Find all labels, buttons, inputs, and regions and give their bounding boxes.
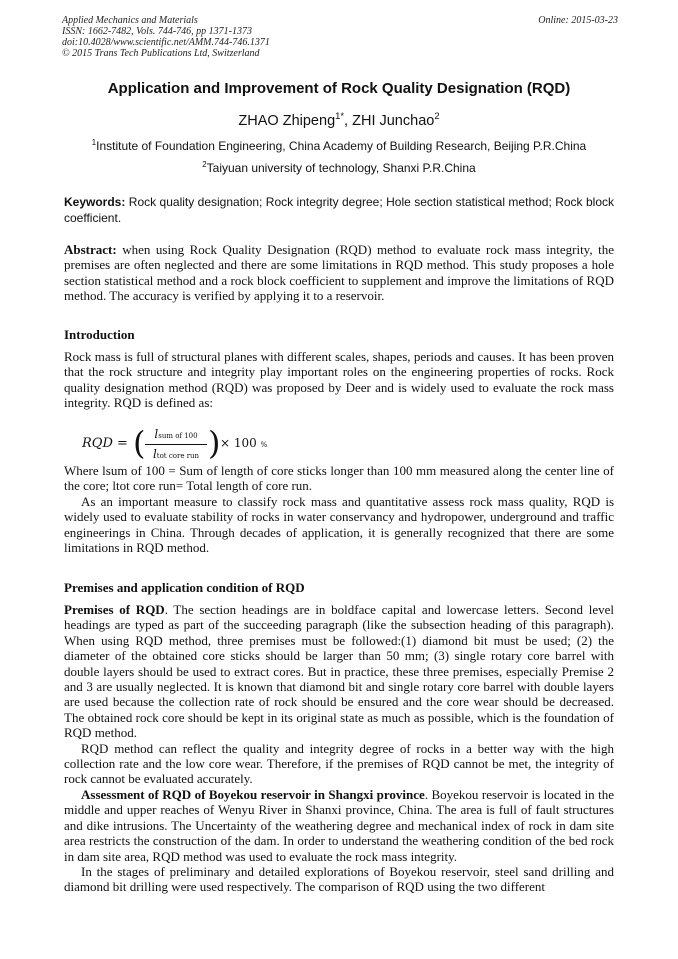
journal-name: Applied Mechanics and Materials — [62, 15, 198, 26]
affiliation-mark: 1 — [91, 138, 97, 147]
running-header — [62, 15, 618, 59]
paragraph — [64, 602, 614, 741]
numerator-sub: sum of 100 — [158, 432, 198, 440]
denominator-sub: tot core run — [156, 452, 200, 460]
percent-sign: % — [260, 441, 268, 449]
paragraph-text: . Boyekou reservoir is located in the middle and upper reaches of Wenyu River in Shanxi province, China. The area is full of fault structures and dike intrusions. The Uncertainty of the weathering degree and mechanical index of rock in dam site area restricts the construction of the dam. In order to understand the weathering condition of the bed rock in dam site area, RQD method was used to evaluate the rock mass integrity. — [64, 786, 614, 864]
affiliation-2 — [0, 161, 678, 175]
rhs-multiplier: × 100 — [220, 436, 257, 450]
doi-line: doi:10.4028/www.scientific.net/AMM.744-746.1371 — [62, 37, 270, 48]
section-heading: Premises and application condition of RQD — [64, 580, 305, 595]
abstract — [64, 242, 614, 304]
denominator-var: l — [152, 447, 157, 461]
author-list — [0, 110, 678, 129]
left-paren: ( — [133, 424, 146, 462]
equation-lhs: RQD = — [82, 436, 128, 451]
affiliation-mark: 2 — [202, 160, 207, 169]
affiliation-1 — [0, 139, 678, 153]
affiliation-text: Institute of Foundation Engineering, China Academy of Building Research, Beijing P.R.China — [96, 139, 587, 153]
fraction-bar — [145, 444, 207, 445]
intro-paragraph-1 — [64, 349, 614, 411]
premises-heading-wrap — [64, 580, 614, 596]
keywords-label: Keywords: — [64, 195, 126, 209]
issn-line: ISSN: 1662-7482, Vols. 744-746, pp 1371-1373 — [62, 26, 252, 37]
author-name: ZHAO Zhipeng — [238, 113, 336, 129]
keywords — [64, 194, 614, 226]
paragraph-text: . The section headings are in boldface capital and lowercase letters. Second level headings are typed as part of the succeeding paragraph (like the subsection heading of this paragraph). When using RQD method, three premises must be followed:(1) diamond bit must be used; (2) the diameter of the obtained core sticks should be larger than 50 mm; (3) single rotary core barrel with double layers should be used to extract cores. But in practice, these three premises, especially Premise 2 and 3 are usually neglected. It is known that diamond bit and single rotary core barrel with double layers are used because the collection rate of rock should be ensured and the core wear should be decreased. The obtained rock core should be kept in its original state as much as possible, which is the foundation of RQD method. — [64, 602, 614, 741]
paragraph: RQD method can reflect the quality and integrity degree of rocks in a better way with the high collection rate and the low core wear. Therefore, if the premises of RQD cannot be met, the integrity of rock cannot be evaluated accurately. — [64, 740, 614, 787]
paragraph: In the stages of preliminary and detailed explorations of Boyekou reservoir, steel sand drilling and diamond bit drilling were used respectively. The comparison of RQD using the two different — [64, 863, 614, 895]
intro-paragraph-2 — [64, 463, 614, 555]
paragraph: As an important measure to classify rock mass and quantitative assess rock mass quality, RQD is widely used to evaluate stability of rocks in water conservancy and hydropower, underground and traffic engineerings in China. Through decades of application, it is generally recognized that there are some limitations in RQD method. — [64, 493, 614, 556]
fraction-numerator — [145, 427, 207, 441]
numerator-var: l — [154, 427, 159, 441]
paragraph: Rock mass is full of structural planes with different scales, shapes, periods and causes. It has been proven that the rock structure and integrity play important roles on the engineering properties of rocks. Rock quality designation method (RQD) was proposed by Deer and is widely used to evaluate the rock mass integrity. RQD is defined as: — [64, 349, 614, 411]
section-heading: Introduction — [64, 327, 135, 342]
online-date: Online: 2015-03-23 — [538, 15, 618, 26]
abstract-text: when using Rock Quality Designation (RQD) method to evaluate rock mass integrity, the premises are often neglected and there are some limitations in RQD method. This study proposes a hole section statistical method and a rock block coefficient to supplement and improve the limitations of RQD method. The accuracy is verified by applying it to a reservoir. — [64, 242, 614, 304]
affiliation-text: Taiyuan university of technology, Shanxi P.R.China — [206, 161, 476, 175]
keywords-text: Rock quality designation; Rock integrity degree; Hole section statistical method; Rock block coefficient. — [64, 195, 614, 225]
paper-title: Application and Improvement of Rock Quality Designation (RQD) — [107, 80, 571, 97]
right-paren: ) — [208, 424, 221, 462]
author-separator: , — [344, 113, 353, 129]
premises-body — [64, 602, 614, 895]
fraction-denominator — [145, 447, 207, 461]
copyright-line: © 2015 Trans Tech Publications Ltd, Switzerland — [62, 48, 260, 59]
abstract-label: Abstract: — [64, 242, 117, 257]
paragraph: Where lsum of 100 = Sum of length of core sticks longer than 100 mm measured along the center line of the core; ltot core run= Total length of core run. — [64, 463, 614, 494]
subsection-heading: Premises of RQD — [64, 602, 165, 617]
author-name: ZHI Junchao — [352, 113, 435, 129]
introduction-heading-wrap — [64, 327, 614, 343]
equation-rhs — [220, 436, 267, 450]
author-affil-mark: 1* — [335, 110, 345, 122]
paragraph — [64, 787, 614, 864]
author-affil-mark: 2 — [434, 110, 440, 122]
subsection-heading: Assessment of RQD of Boyekou reservoir in Shangxi province — [81, 786, 425, 802]
